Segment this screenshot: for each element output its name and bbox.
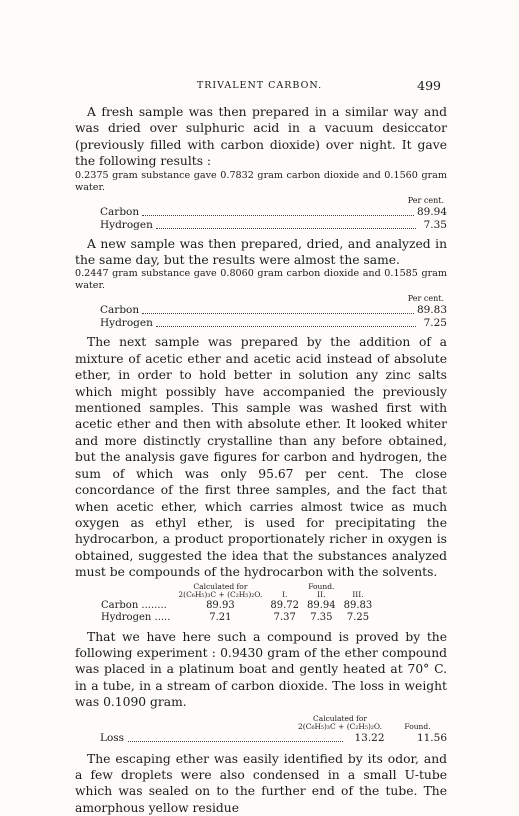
result-value: 89.83 (416, 304, 447, 317)
loss-found-value: 11.56 (416, 731, 447, 744)
analysis-line-2: 0.2447 gram substance gave 0.8060 gram carbon dioxide and 0.1585 gram water. (75, 268, 447, 292)
solvent-comparison-table (97, 583, 376, 625)
loss-calc-value: 13.22 (354, 731, 385, 744)
table-row (97, 600, 376, 613)
table-row (97, 612, 376, 625)
dot-leader (128, 732, 343, 742)
page-header (0, 80, 519, 96)
per-cent-heading-1: Per cent. (407, 195, 444, 205)
dot-leader (142, 304, 414, 314)
row-label: Carbon ........ (101, 599, 167, 611)
loss-calc-formula: 2(C₆H₅)₃C + (C₂H₅)₂O. (298, 722, 382, 732)
paragraph-4: That we have here such a compound is proved by the following experiment : 0.9430 gram of the ether compound was placed in a platinum boat and gently heated at 70° C. in a tube, in a stream of carbon dioxide. The loss in weight was 0.1090 gram. (75, 629, 447, 710)
loss-label: Loss (100, 731, 125, 744)
result-label: Hydrogen (100, 317, 153, 330)
loss-calc-head: Calculated for (312, 713, 368, 723)
found-value: 7.35 (310, 612, 333, 624)
calc-formula: 2(C₆H₅)₃C + (C₂H₅)₂O. (178, 590, 263, 600)
found-value: 89.72 (270, 599, 300, 611)
dot-leader (156, 219, 416, 229)
found-value: 7.37 (273, 612, 296, 624)
calc-head: Calculated for (193, 581, 248, 591)
result-label: Carbon (100, 304, 140, 317)
found-head: Found. (308, 581, 335, 591)
found-value: 89.83 (343, 599, 373, 611)
result-row (75, 219, 447, 232)
result-value: 89.94 (416, 205, 447, 218)
paragraph-3: The next sample was prepared by the addition of a mixture of acetic ether and acetic acid instead of absolute ether, in order to hold better in solution any zinc salts which might possibly have accompanied the previously mentioned samples. This sample was washed first with acetic ether and then with absolute ether. It looked whiter and more distinctly crystalline than any before obtained, but the analysis gave figures for carbon and hydrogen, the sum of which was only 95.67 per cent. The close concordance of the first three samples, and the fact that when acetic ether, which carries almost twice as much oxygen as ethyl ether, is used for precipitating the hydrocarbon, a product proportionately richer in oxygen is obtained, suggested the idea that the substances analyzed must be compounds of the hydrocarbon with the solvents. (75, 335, 447, 580)
calc-value: 7.21 (209, 612, 232, 624)
analysis-line-1: 0.2375 gram substance gave 0.7832 gram carbon dioxide and 0.1560 gram water. (75, 169, 447, 193)
result-value: 7.25 (423, 317, 447, 330)
col-head-iii: III. (352, 590, 364, 600)
paragraph-5: The escaping ether was easily identified by its odor, and a few droplets were also condensed in a small U-tube which was sealed on to the further end of the tube. The amorphous yellow residue (75, 751, 447, 815)
result-row (75, 317, 447, 330)
row-label: Hydrogen ..... (101, 612, 171, 624)
loss-heading-2 (75, 723, 447, 732)
paragraph-2: A new sample was then prepared, dried, and analyzed in the same day, but the results were almost the same. (75, 236, 447, 268)
result-value: 7.35 (423, 218, 447, 231)
result-row (75, 304, 447, 317)
result-row (75, 206, 447, 219)
running-title: TRIVALENT CARBON. (196, 80, 323, 91)
paragraph-1: A fresh sample was then prepared in a similar way and was dried over sulphuric acid in a vacuum desiccator (previously filled with carbon dioxide) over night. It gave the following results : (75, 105, 447, 169)
page-number: 499 (417, 78, 441, 93)
found-value: 7.25 (346, 612, 370, 624)
dot-leader (156, 317, 416, 327)
result-label: Hydrogen (100, 218, 153, 231)
loss-row (75, 732, 447, 745)
loss-found-head: Found. (404, 722, 431, 732)
dot-leader (142, 206, 414, 216)
loss-heading (75, 715, 447, 724)
calc-value: 89.93 (206, 599, 235, 611)
per-cent-heading-2: Per cent. (407, 294, 444, 304)
result-label: Carbon (100, 205, 140, 218)
found-value: 89.94 (307, 599, 336, 611)
col-head-ii: II. (317, 590, 326, 600)
page-body (75, 104, 447, 816)
col-head-i: I. (282, 590, 288, 600)
